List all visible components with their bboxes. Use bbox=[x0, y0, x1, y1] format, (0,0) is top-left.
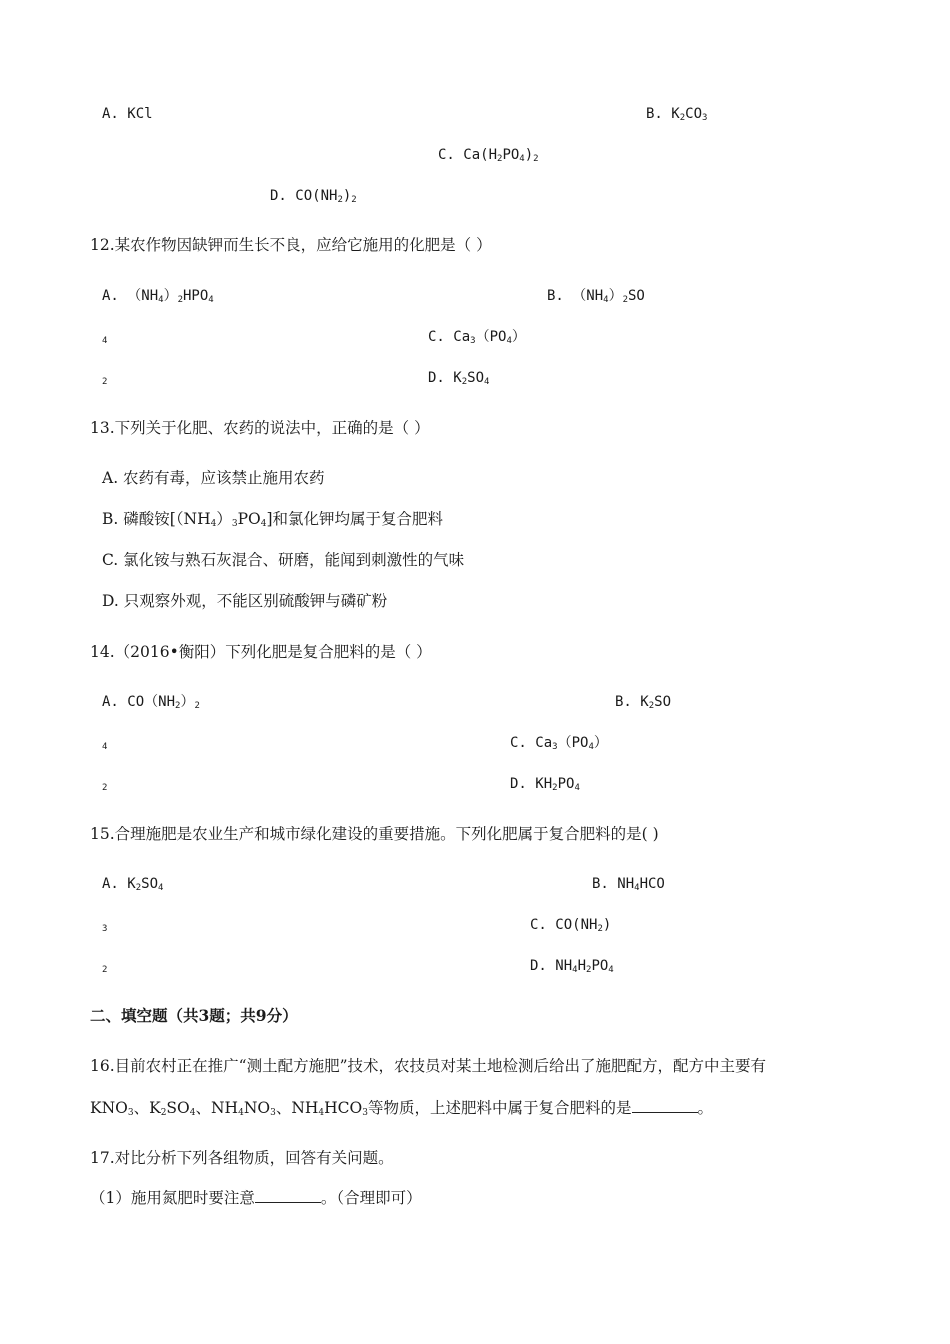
q12-option-d: D. $K_2SO_4$ bbox=[428, 370, 490, 387]
q17-stem: 17.对比分析下列各组物质，回答有关问题。 bbox=[90, 1149, 394, 1167]
q13-option-d: D. 只观察外观，不能区别硫酸钾与磷矿粉 bbox=[102, 592, 388, 610]
q14-option-c: C. $Ca_3(PO_4)$ bbox=[510, 735, 608, 752]
q12-wrap-subscript-1: 4 bbox=[102, 336, 108, 346]
q17-sub1-answer-blank[interactable] bbox=[255, 1188, 321, 1203]
q14-wrap-subscript-2: 2 bbox=[102, 783, 108, 793]
q12-option-a: A. $(NH_4)_2HPO_4$ bbox=[102, 288, 214, 305]
q15-option-c: C. $CO(NH_2)$ bbox=[530, 917, 612, 934]
q14-option-a: A. $CO(NH_2)_2$ bbox=[102, 694, 200, 711]
q15-wrap-subscript-1: 3 bbox=[102, 924, 108, 934]
q12-wrap-subscript-2: 2 bbox=[102, 377, 108, 387]
q13-option-a: A. 农药有毒，应该禁止施用农药 bbox=[102, 469, 325, 487]
q12-stem: 12.某农作物因缺钾而生长不良，应给它施用的化肥是（ ） bbox=[90, 236, 492, 254]
q15-stem: 15.合理施肥是农业生产和城市绿化建设的重要措施。下列化肥属于复合肥料的是( ) bbox=[90, 825, 659, 843]
q11-option-c: C. $Ca(H_2PO_4)_2$ bbox=[438, 147, 539, 164]
q13-option-b: B. 磷酸铵$[(NH_4)_3PO_4]$和氯化钾均属于复合肥料 bbox=[102, 510, 444, 529]
q15-option-a: A. $K_2SO_4$ bbox=[102, 876, 164, 893]
q15-option-b: B. $NH_4HCO$ bbox=[592, 876, 665, 893]
q15-wrap-subscript-2: 2 bbox=[102, 965, 108, 975]
q11-option-b: B. $K_2CO_3$ bbox=[646, 106, 708, 123]
q14-stem: 14.（2016•衡阳）下列化肥是复合肥料的是（ ） bbox=[90, 643, 432, 661]
q13-option-c: C. 氯化铵与熟石灰混合、研磨，能闻到刺激性的气味 bbox=[102, 551, 465, 569]
q13-stem: 13.下列关于化肥、农药的说法中，正确的是（ ） bbox=[90, 419, 430, 437]
q16-stem-line2: $KNO_3$、$K_2SO_4$、$NH_4NO_3$、$NH_4HCO_3$等物质，上述肥料中属于复合肥料的是 。 bbox=[90, 1099, 714, 1118]
q16-stem-line1: 16.目前农村正在推广“测土配方施肥”技术，农技员对某土地检测后给出了施肥配方，配方中主要有 bbox=[90, 1057, 767, 1075]
q14-wrap-subscript-1: 4 bbox=[102, 742, 108, 752]
q14-option-b: B. $K_2SO$ bbox=[615, 694, 671, 711]
q17-sub1: （1）施用氮肥时要注意 。（合理即可） bbox=[90, 1189, 422, 1207]
q11-option-d: D. $CO(NH_2)_2$ bbox=[270, 188, 357, 205]
q14-option-d: D. $KH_2PO_4$ bbox=[510, 776, 580, 793]
section-heading-fill-in: 二、填空题（共3题；共9分） bbox=[90, 1006, 298, 1025]
q15-option-d: D. $NH_4H_2PO_4$ bbox=[530, 958, 614, 975]
q11-option-a: A. KCl bbox=[102, 106, 153, 122]
q12-option-b: B. $(NH_4)_2SO$ bbox=[547, 288, 645, 305]
q16-answer-blank[interactable] bbox=[632, 1098, 698, 1113]
q12-option-c: C. $Ca_3(PO_4)$ bbox=[428, 329, 526, 346]
